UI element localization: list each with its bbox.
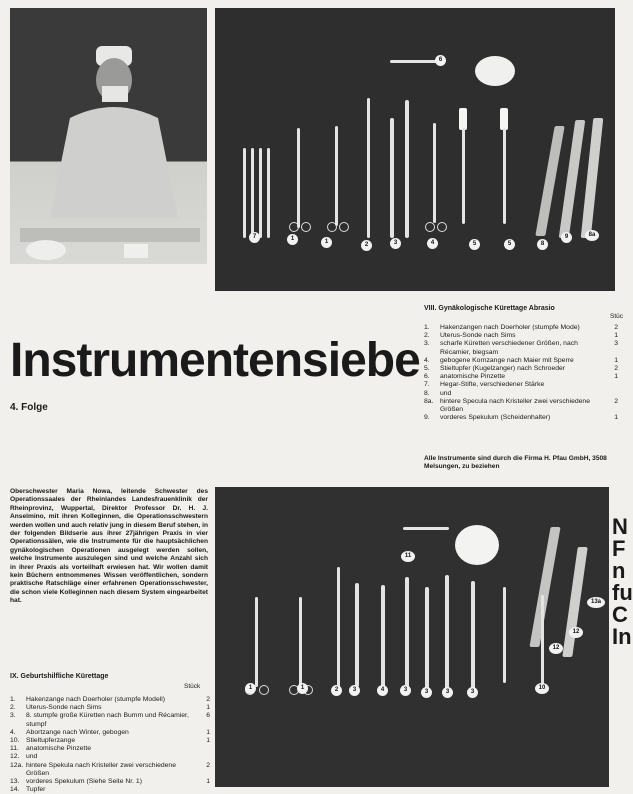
nurse-photo	[10, 8, 207, 264]
item-quantity: 1	[614, 414, 618, 422]
article-title: Instrumentensiebe	[10, 334, 420, 387]
list-item	[10, 786, 210, 794]
item-quantity: 1	[614, 332, 618, 340]
item-quantity	[604, 390, 618, 398]
qty-header: Stüc	[610, 313, 624, 320]
number-badge: 13a	[587, 597, 605, 608]
number-badge: 5	[504, 239, 515, 250]
article-subtitle: 4. Folge	[10, 402, 48, 413]
intro-paragraph: Oberschwester Maria Nowa, leitende Schwester des Operationssaales der Rheinlandes Landesfrauenklinik der Rheinprovinz, Wuppertal, Direktor Professor Dr. H. J. Anselmino, mit ihren Kolleginnen, die Operationsschwestern werden wollen und auch relativ jung in diesem Beruf stehen, in der folgenden Bildserie aus ihrer 27jährigen Praxis in vier Operationssälen, wie die Instrumente für die hauptsächlichen gynäkologischen Operationen ausgelegt werden sollen, welche Instrumente auszulegen sind und welche Anzahl sich in ihrer Praxis als vorteilhaft erwiesen hat. Wir wollen damit kein Büchern entnommenes Wissen veröffentlichen, sondern praktische Ratschläge einer erfahrenen Operationsschwester, die schon viele Kolleginnen nach diesem System eingearbeitet hat.	[10, 488, 208, 605]
item-text: Uterus-Sonde nach Sims	[440, 332, 516, 340]
item-quantity: 1	[206, 737, 210, 745]
list-item	[10, 712, 210, 728]
item-quantity: 2	[206, 696, 210, 703]
item-number: 5.	[424, 365, 430, 373]
item-text: anatomische Pinzette	[440, 373, 505, 381]
item-number: 6.	[424, 373, 430, 381]
item-text: anatomische Pinzette	[26, 745, 91, 753]
list-item	[424, 324, 618, 332]
item-quantity: 1	[614, 356, 618, 364]
item-number: 12a.	[10, 761, 24, 769]
item-text: gebogene Kornzange nach Maier mit Sperre	[440, 356, 574, 364]
list-item	[424, 373, 618, 381]
item-number: 11.	[10, 745, 19, 753]
item-text: 8. stumpfe große Küretten nach Bumm und Récamier, stumpf	[26, 712, 189, 728]
number-badge: 3	[349, 685, 360, 696]
list-item	[424, 390, 618, 398]
item-text: Tupfer	[26, 786, 46, 794]
item-quantity	[196, 753, 210, 761]
section-title: VIII. Gynäkologische Kürettage Abrasio	[424, 305, 555, 312]
list-item	[10, 745, 210, 753]
number-badge: 8a	[585, 230, 599, 241]
number-badge: 2	[361, 240, 372, 251]
item-number: 14.	[10, 786, 20, 794]
item-number: 2.	[10, 704, 16, 712]
item-number: 1.	[424, 324, 430, 331]
item-quantity	[604, 381, 618, 389]
number-badge: 12	[569, 627, 583, 638]
item-number: 4.	[10, 728, 16, 736]
list-item	[424, 365, 618, 373]
number-badge: 4	[377, 685, 388, 696]
item-quantity: 6	[206, 712, 210, 720]
item-text: scharfe Küretten verschiedener Größen, nach Récamier, biegsam	[440, 340, 578, 356]
list-item	[424, 381, 618, 389]
instrument-tray-photo-abrasio	[215, 8, 615, 291]
item-quantity	[196, 786, 210, 794]
item-text: Abortzange nach Winter, gebogen	[26, 728, 129, 736]
number-badge: 1	[287, 234, 298, 245]
item-quantity: 2	[614, 397, 618, 405]
list-item	[10, 762, 210, 778]
number-badge: 1	[297, 683, 308, 694]
number-badge: 1	[321, 237, 332, 248]
item-number: 4.	[424, 356, 430, 364]
item-number: 10.	[10, 737, 20, 745]
item-text: vorderes Spekulum (Siehe Seite Nr. 1)	[26, 778, 142, 786]
number-badge: 11	[401, 551, 415, 562]
instrument-list	[10, 696, 210, 794]
number-badge: 10	[535, 683, 549, 694]
item-number: 13.	[10, 778, 20, 786]
item-quantity	[196, 745, 210, 753]
item-quantity: 2	[614, 365, 618, 373]
section-viii	[424, 305, 624, 422]
item-quantity: 2	[614, 324, 618, 331]
list-item	[424, 340, 618, 356]
number-badge: 3	[442, 687, 453, 698]
item-text: hintere Spekula nach Kristeller zwei verschiedene Größen	[26, 761, 176, 777]
list-item	[424, 398, 618, 414]
number-badge: 12	[549, 643, 563, 654]
section-ix	[10, 673, 210, 794]
item-number: 2.	[424, 332, 430, 340]
item-text: Hegar-Stifte, verschiedener Stärke	[440, 381, 545, 389]
item-quantity: 1	[206, 778, 210, 786]
number-badge: 3	[467, 687, 478, 698]
list-item	[10, 737, 210, 745]
item-text: Uterus-Sonde nach Sims	[26, 704, 102, 712]
list-item	[10, 704, 210, 712]
item-quantity: 3	[614, 340, 618, 348]
number-badge: 3	[400, 685, 411, 696]
item-text: hintere Specula nach Kristeller zwei verschiedene Größen	[440, 397, 590, 414]
number-badge: 8	[537, 239, 548, 250]
list-item	[10, 778, 210, 786]
item-text: Hakenzange nach Doerholer (stumpfe Modell)	[26, 696, 166, 703]
next-page-cropped-text: N F n fu C In	[612, 514, 633, 649]
item-quantity: 1	[206, 704, 210, 712]
list-item	[424, 357, 618, 365]
number-badge: 9	[561, 232, 572, 243]
number-badge: 5	[469, 239, 480, 250]
item-number: 1.	[10, 696, 16, 703]
item-text: und	[26, 753, 38, 761]
item-text: Hakenzangen nach Doerholer (stumpfe Mode)	[440, 324, 580, 331]
number-badge: 2	[331, 685, 342, 696]
item-number: 7.	[424, 381, 430, 389]
number-badge: 4	[427, 238, 438, 249]
item-quantity: 1	[614, 373, 618, 381]
item-number: 8a.	[424, 397, 434, 405]
number-badge: 1	[245, 683, 256, 694]
list-item	[10, 729, 210, 737]
qty-header: Stück	[184, 683, 201, 690]
instrument-tray-photo-geburtshilflich	[215, 487, 609, 787]
section-title: IX. Geburtshilfliche Kürettage	[10, 673, 109, 680]
item-number: 9.	[424, 414, 430, 422]
number-badge: 3	[390, 238, 401, 249]
list-item	[10, 753, 210, 761]
item-text: vorderes Spekulum (Scheidenhalter)	[440, 414, 551, 422]
item-number: 8.	[424, 389, 430, 397]
list-item	[424, 332, 618, 340]
item-text: Stieltupfer (Kugelzanger) nach Schroeder	[440, 365, 566, 373]
list-item	[10, 696, 210, 704]
item-quantity: 2	[206, 761, 210, 769]
item-number: 12.	[10, 753, 20, 761]
list-item	[424, 414, 618, 422]
instrument-list	[424, 324, 618, 422]
item-text: und	[440, 389, 452, 397]
supplier-note: Alle Instrumente sind durch die Firma H. Pfau GmbH, 3508 Melsungen, zu beziehen	[424, 455, 607, 471]
number-badge: 3	[421, 687, 432, 698]
number-badge: 7	[249, 232, 260, 243]
item-text: Stieltupferzange	[26, 737, 76, 745]
item-number: 3.	[10, 712, 16, 720]
nurse-illustration	[10, 8, 207, 264]
item-number: 3.	[424, 340, 430, 348]
item-quantity: 1	[206, 728, 210, 736]
number-badge: 6	[435, 55, 446, 66]
